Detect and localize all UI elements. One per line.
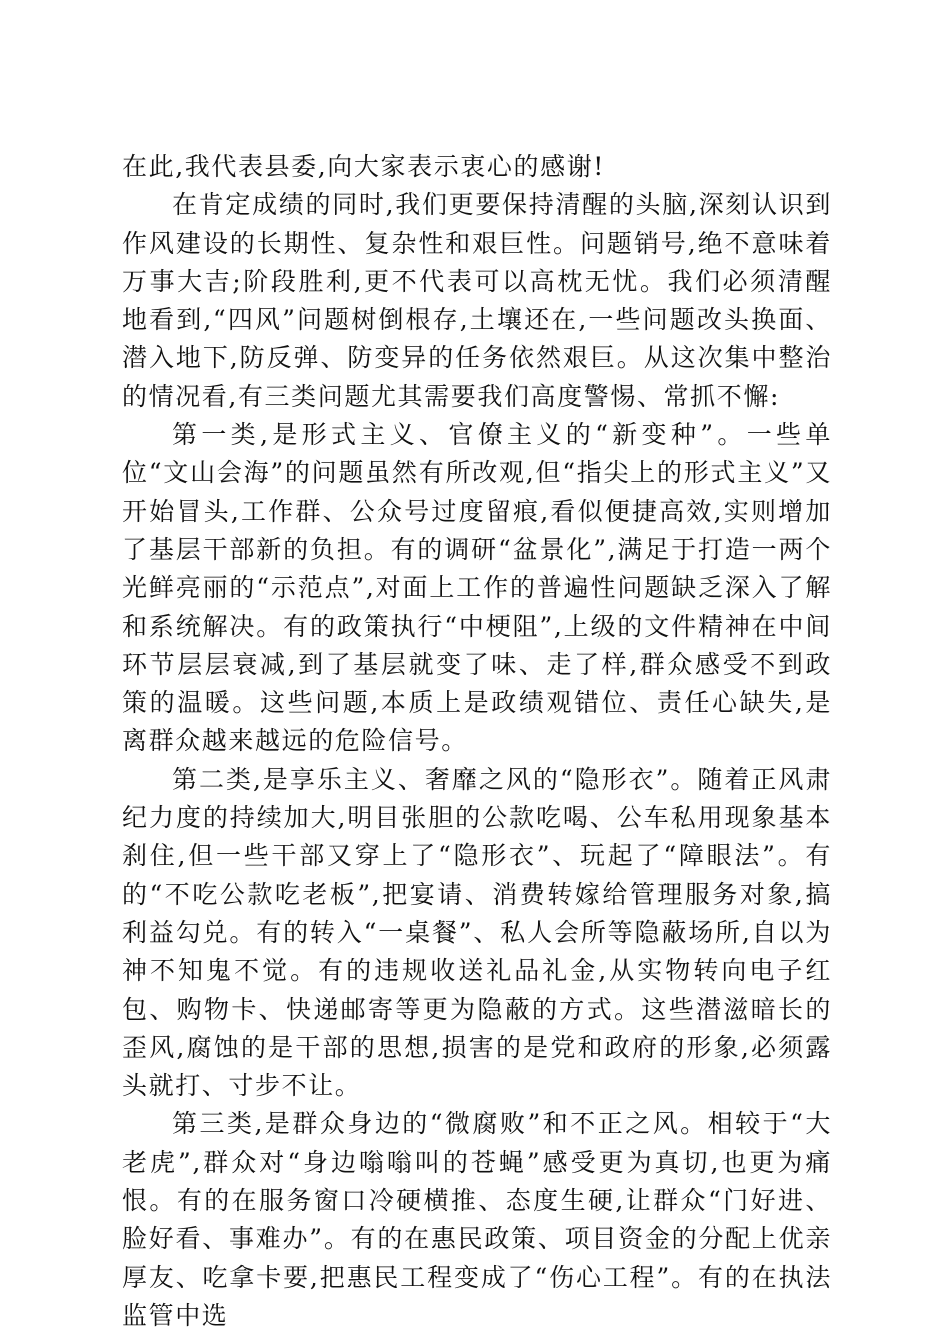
paragraph-thanks: 在此,我代表县委,向大家表示衷心的感谢! <box>122 152 605 181</box>
paragraph-second-category: 第二类,是享乐主义、奢靡之风的“隐形衣”。随着正风肃纪力度的持续加大,明目张胆的公款吃喝、公车私用现象基本刹住,但一些干部又穿上了“隐形衣”、玩起了“障眼法”。有的“不吃公款吃老板”,把宴请、消费转嫁给管理服务对象,搞利益勾兑。有的转入“一桌餐”、私人会所等隐蔽场所,自以为神不知鬼不觉。有的违规收送礼品礼金,从实物转向电子红包、购物卡、快递邮寄等更为隐蔽的方式。这些潜滋暗长的歪风,腐蚀的是干部的思想,损害的是党和政府的形象,必须露头就打、寸步不让。 <box>122 764 832 1101</box>
paragraph-third-category: 第三类,是群众身边的“微腐败”和不正之风。相较于“大老虎”,群众对“身边嗡嗡叫的苍蝇”感受更为真切,也更为痛恨。有的在服务窗口冷硬横推、态度生硬,让群众“门好进、脸好看、事难办”。有的在惠民政策、项目资金的分配上优亲厚友、吃拿卡要,把惠民工程变成了“伤心工程”。有的在执法监管中选 <box>122 1109 832 1330</box>
paragraph-first-category: 第一类,是形式主义、官僚主义的“新变种”。一些单位“文山会海”的问题虽然有所改观,但“指尖上的形式主义”又开始冒头,工作群、公众号过度留痕,看似便捷高效,实则增加了基层干部新的负担。有的调研“盆景化”,满足于打造一两个光鲜亮丽的“示范点”,对面上工作的普遍性问题缺乏深入了解和系统解决。有的政策执行“中梗阻”,上级的文件精神在中间环节层层衰减,到了基层就变了味、走了样,群众感受不到政策的温暖。这些问题,本质上是政绩观错位、责任心缺失,是离群众越来越远的危险信号。 <box>122 420 832 756</box>
document-body <box>122 148 832 1335</box>
paragraph-intro: 在肯定成绩的同时,我们更要保持清醒的头脑,深刻认识到作风建设的长期性、复杂性和艰巨性。问题销号,绝不意味着万事大吉;阶段胜利,更不代表可以高枕无忧。我们必须清醒地看到,“四风”问题树倒根存,土壤还在,一些问题改头换面、潜入地下,防反弹、防变异的任务依然艰巨。从这次集中整治的情况看,有三类问题尤其需要我们高度警惕、常抓不懈: <box>122 190 832 411</box>
